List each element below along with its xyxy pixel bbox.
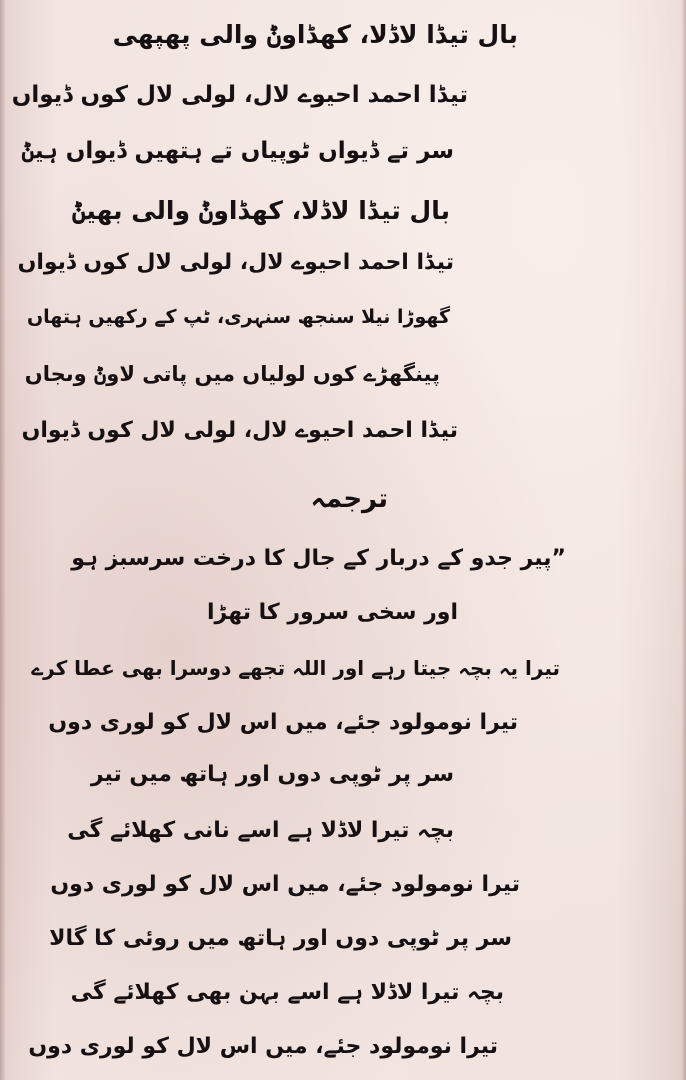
- page-edge-shadow-left: [0, 0, 6, 1080]
- translation-line-1: ”پیر جدو کے دربار کے جال کا درخت سرسبز ہو: [71, 546, 566, 571]
- verse-line-7: پینگھڑے کوں لولیاں میں پاتی لاوݨ وںجاں: [24, 362, 440, 386]
- page-edge-shadow-right: [681, 0, 686, 1080]
- verse-line-2: تیڈا احمد احیوے لال، لولی لال کوں ڈیواں: [11, 82, 468, 108]
- translation-line-9: بچہ تیرا لاڈلا ہے اسے بہن بھی کھلائے گی: [70, 980, 504, 1005]
- translation-line-4: تیرا نومولود جئے، میں اس لال کو لوری دوں: [48, 710, 518, 735]
- translation-line-7: تیرا نومولود جئے، میں اس لال کو لوری دوں: [50, 872, 520, 897]
- translation-line-3: تیرا یہ بچہ جیتا رہے اور اللہ تجھے دوسرا بھی عطا کرے: [31, 656, 560, 680]
- verse-line-1: بال تیڈا لاڈلا، کھڈاوݨ والی پھپھی: [112, 20, 518, 49]
- translation-line-2: اور سخی سرور کا تھڑا: [207, 600, 458, 625]
- verse-line-8: تیڈا احمد احیوے لال، لولی لال کوں ڈیواں: [21, 418, 458, 443]
- translation-line-8: سر پر ٹوپی دوں اور ہاتھ میں روئی کا گالا: [49, 926, 512, 951]
- translation-line-6: بچہ تیرا لاڈلا ہے اسے نانی کھلائے گی: [67, 818, 454, 843]
- translation-line-5: سر پر ٹوپی دوں اور ہاتھ میں تیر: [90, 762, 454, 787]
- verse-line-5: تیڈا احمد احیوے لال، لولی لال کوں ڈیواں: [17, 250, 454, 275]
- verse-line-4: بال تیڈا لاڈلا، کھڈاوݨ والی بھیݨ: [71, 196, 450, 225]
- verse-line-6: گھوڑا نیلا سنجھ سنہری، ٹپ کے رکھیں ہتھاں: [26, 306, 450, 328]
- translation-heading: ترجمہ: [310, 484, 388, 514]
- translation-line-10: تیرا نومولود جئے، میں اس لال کو لوری دوں: [28, 1034, 498, 1059]
- verse-line-3: سر تے ڈیواں ٹوپیاں تے ہتھیں ڈیواں ہیݨ: [21, 138, 454, 164]
